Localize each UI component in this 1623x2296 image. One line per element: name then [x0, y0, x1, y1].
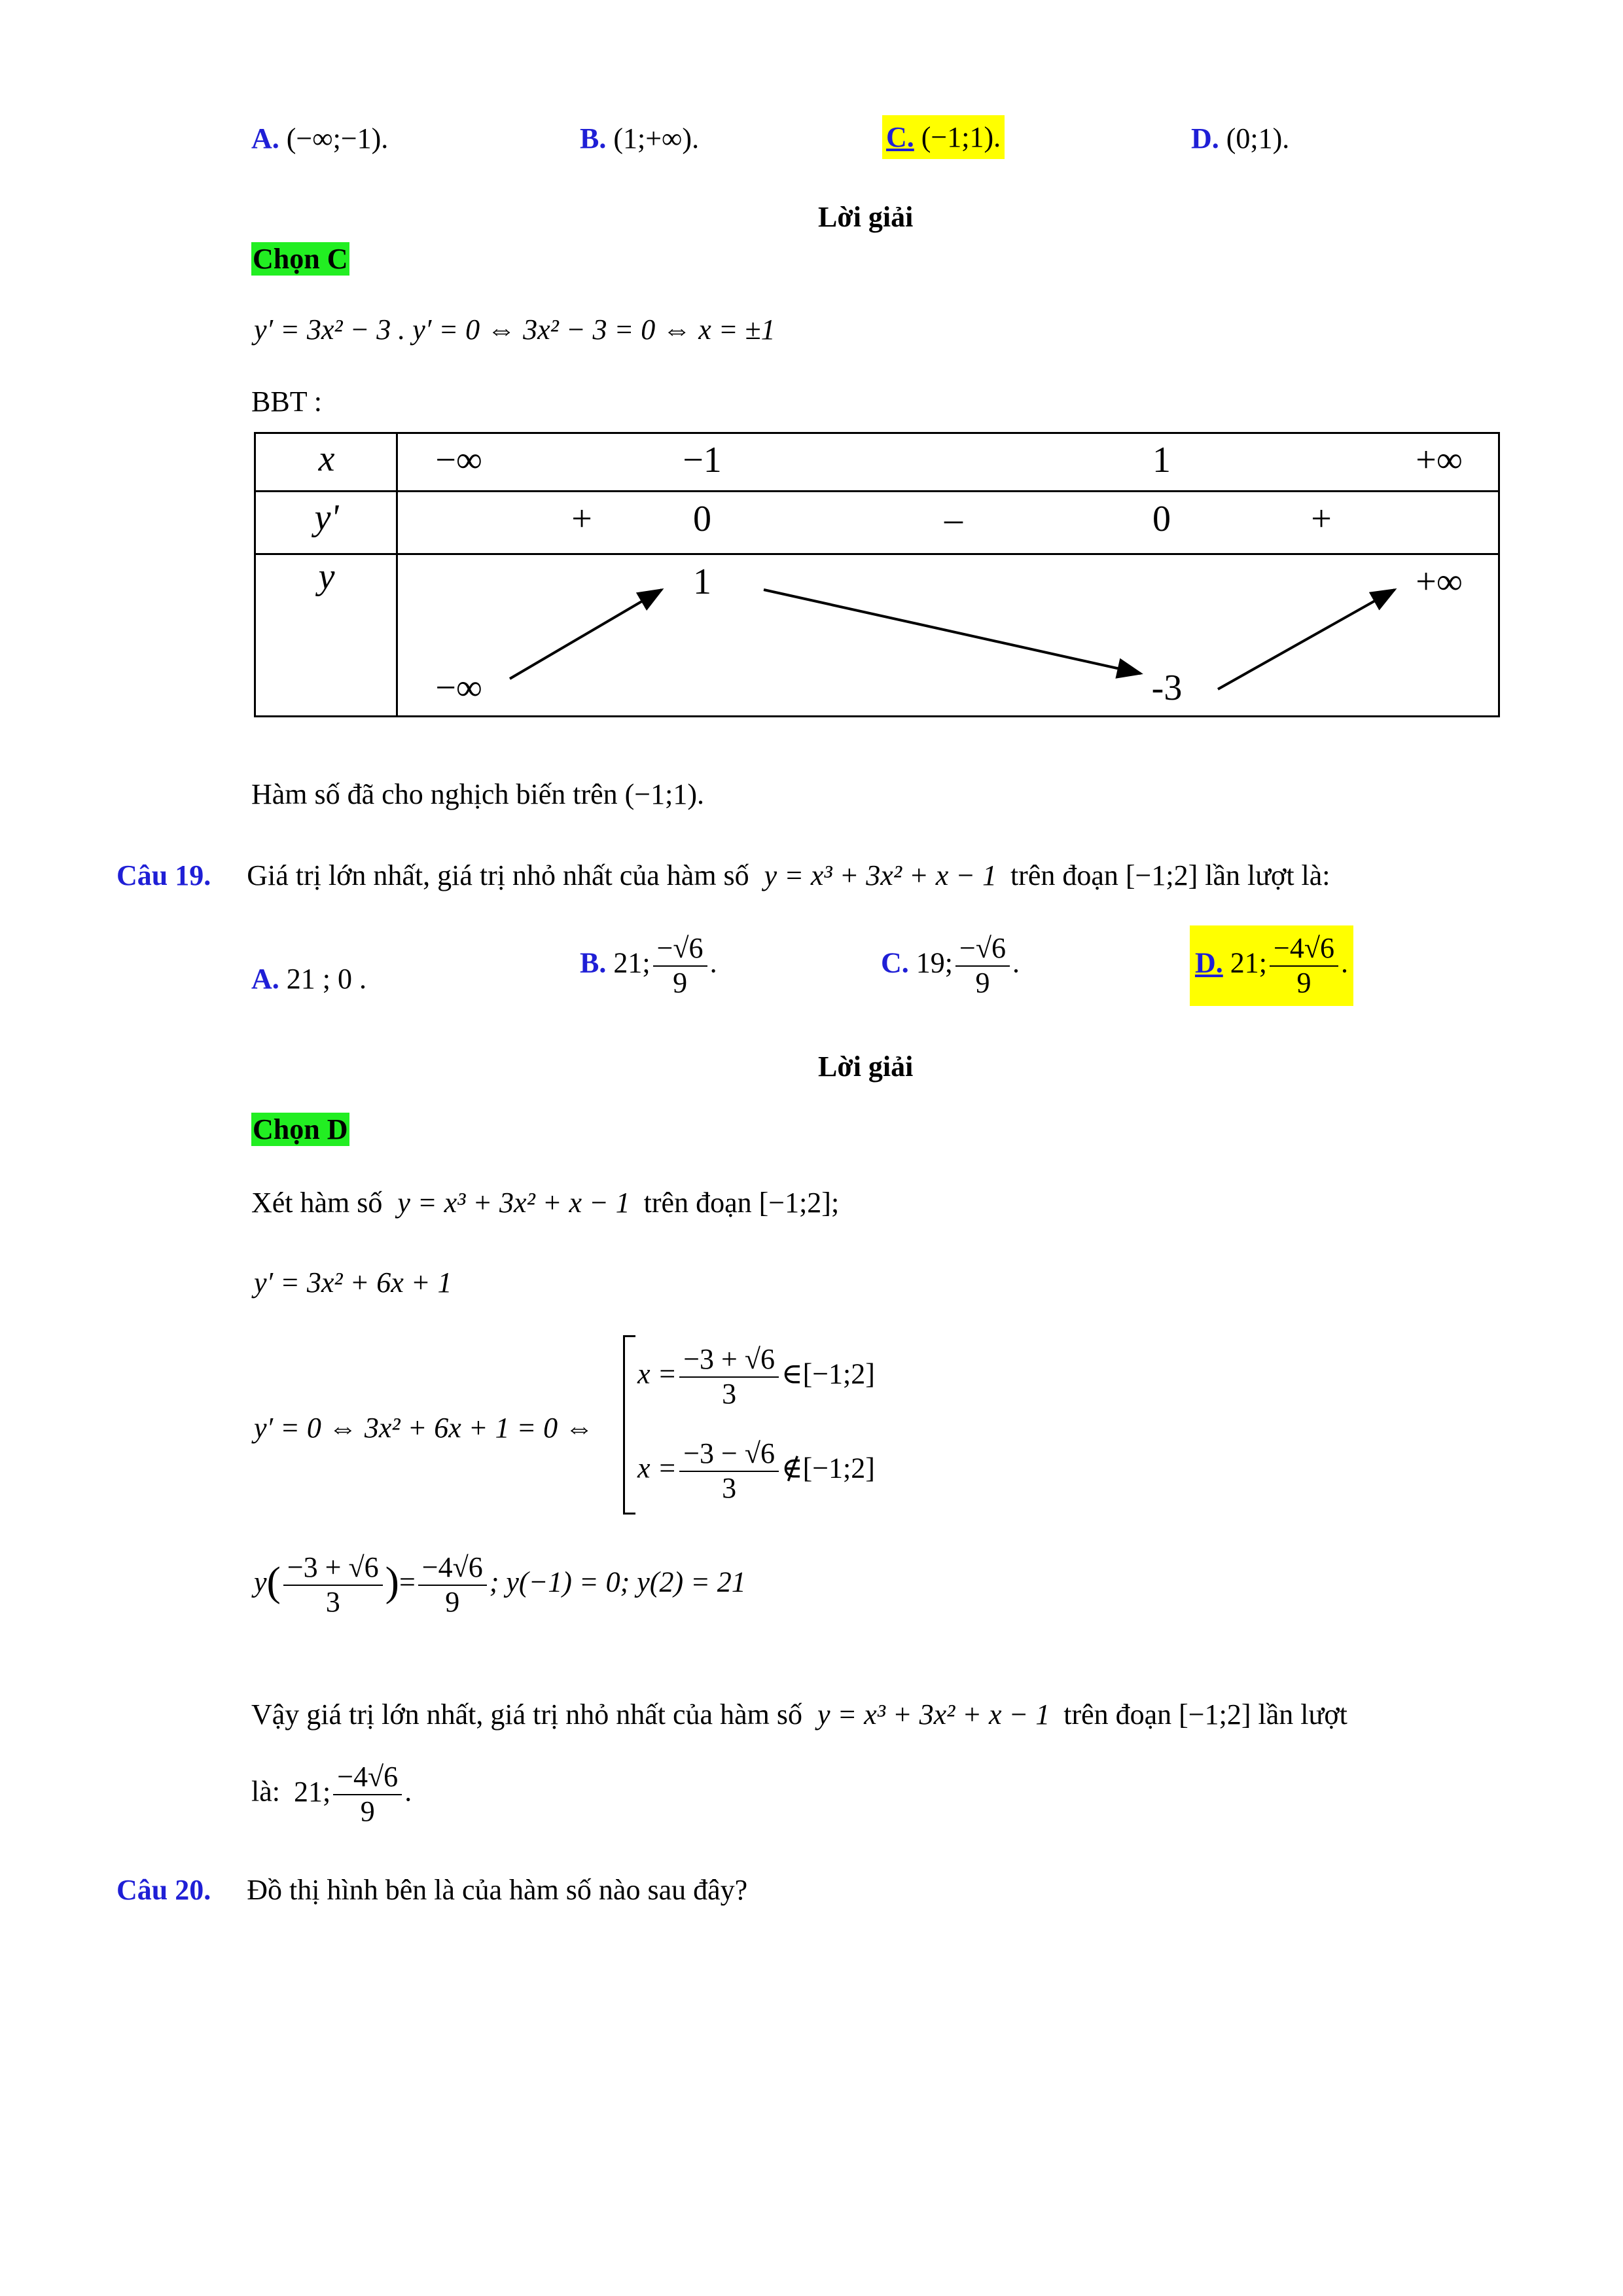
fraction-numerator: −4√6	[333, 1761, 402, 1795]
yprime-value: 0	[1152, 499, 1171, 539]
fraction-numerator: −3 + √6	[283, 1551, 383, 1586]
q19-question	[116, 859, 1330, 892]
row-label-x: x	[318, 439, 335, 479]
q20-question	[116, 1873, 747, 1907]
final-text: lần lượt	[1258, 1698, 1347, 1731]
q19-values-line: y( $\frac{-3 + √6}{3}$ )= $\frac{-4√6}{9}$ ; y(−1) = 0; y(2) = 21	[254, 1551, 746, 1618]
option-letter: D.	[1195, 946, 1223, 979]
conclusion-text: Hàm số đã cho nghịch biến trên	[251, 778, 618, 810]
option-text: (1;+∞).	[613, 122, 700, 154]
function-expression: y = x³ + 3x² + x − 1	[764, 859, 997, 891]
option-letter: B.	[580, 122, 607, 154]
option-text: 21 ; 0 .	[286, 963, 367, 995]
yprime-value: +	[571, 499, 592, 539]
interval: [−1;2]	[1179, 1698, 1251, 1731]
y-value: −∞	[435, 668, 482, 708]
row-label-yprime: y'	[314, 497, 339, 538]
final-text: Vậy giá trị lớn nhất, giá trị nhỏ nhất của hàm số	[251, 1698, 802, 1731]
option-text: (0;1).	[1226, 122, 1290, 154]
q19-solution-title: Lời giải	[818, 1050, 914, 1083]
option-letter: A.	[251, 963, 279, 995]
q19-equation-lhs: y′ = 0 ⇔ 3x² + 6x + 1 = 0 ⇔	[254, 1412, 594, 1444]
root-2: x = $\frac{-3 - √6}{3}$ ∉[−1;2]	[637, 1437, 875, 1504]
q19-option-d-correct[interactable]: D. 21; $\frac{-4√6}{9}$ .	[1190, 925, 1353, 1006]
question-text: Đồ thị hình bên là của hàm số nào sau đây?	[247, 1874, 748, 1906]
option-letter: D.	[1191, 122, 1219, 154]
q19-choice: Chọn D	[253, 1113, 348, 1145]
fraction-denominator: 9	[360, 1795, 375, 1827]
root-1: x = $\frac{-3 + √6}{3}$ ∈[−1;2]	[637, 1343, 875, 1410]
fraction-denominator: 9	[445, 1585, 460, 1618]
question-text: trên đoạn	[1010, 859, 1118, 891]
question-label: Câu 20.	[116, 1874, 211, 1906]
final-text: là:	[251, 1775, 280, 1808]
consider-text: trên đoạn	[643, 1187, 752, 1219]
fraction-numerator: −4√6	[1270, 932, 1338, 967]
increasing-arrow	[1218, 590, 1395, 689]
q18-conclusion	[251, 778, 704, 811]
option-letter: A.	[251, 122, 279, 154]
x-value: −1	[683, 440, 722, 480]
interval: [−1;2]	[758, 1187, 831, 1219]
fraction-numerator: −√6	[653, 932, 707, 967]
q18-derivative-line: y′ = 3x² − 3 . y′ = 0 ⇔ 3x² − 3 = 0 ⇔ x = ±1	[254, 314, 776, 346]
fraction-denominator: 3	[722, 1377, 737, 1410]
membership-symbol: ∉	[781, 1452, 803, 1484]
q19-option-a[interactable]	[251, 962, 366, 996]
row-label-y: y	[318, 556, 335, 597]
function-expression: y = x³ + 3x² + x − 1	[817, 1698, 1050, 1731]
option-prefix: 21;	[1230, 946, 1268, 979]
q18-solution-title: Lời giải	[818, 201, 914, 233]
fraction-denominator: 9	[1296, 966, 1311, 999]
system-bracket	[623, 1335, 635, 1515]
yprime-value: +	[1311, 499, 1332, 539]
yprime-value: 0	[693, 499, 711, 539]
q19-option-c[interactable]: C. 19; $\frac{-√6}{9}$ .	[881, 932, 1020, 999]
equals: =	[399, 1566, 416, 1598]
option-text: (−∞;−1).	[286, 122, 389, 154]
option-letter: C.	[886, 121, 914, 153]
variation-arrows	[256, 434, 1502, 719]
q18-choice: Chọn C	[253, 243, 348, 275]
q19-final-line	[251, 1698, 1347, 1731]
fraction-numerator: −√6	[955, 932, 1010, 967]
final-text: trên đoạn	[1063, 1698, 1172, 1731]
answer-prefix: 21;	[293, 1775, 331, 1808]
question-text: Giá trị lớn nhất, giá trị nhỏ nhất của hàm số	[247, 859, 749, 891]
consider-text: Xét hàm số	[251, 1187, 383, 1219]
fraction-numerator: −3 − √6	[679, 1437, 779, 1472]
values-tail: ; y(−1) = 0; y(2) = 21	[489, 1566, 746, 1598]
option-prefix: 19;	[916, 946, 954, 979]
option-letter: B.	[580, 946, 607, 979]
q18-option-a[interactable]	[251, 122, 388, 155]
y-value: 1	[693, 562, 711, 602]
q18-option-c-correct[interactable]	[882, 115, 1005, 159]
interval: [−1;2]	[802, 1357, 875, 1390]
fraction-denominator: 9	[673, 966, 688, 999]
x-value: +∞	[1416, 440, 1463, 480]
question-text: lần lượt là:	[1205, 859, 1330, 891]
fraction-numerator: −3 + √6	[679, 1343, 779, 1378]
option-letter: C.	[881, 946, 909, 979]
x-value: 1	[1152, 440, 1171, 480]
q19-final-answer: là: 21; $\frac{-4√6}{9}$ .	[251, 1761, 412, 1827]
q18-bbt-label: BBT :	[251, 386, 323, 418]
yprime-value: –	[944, 499, 963, 539]
q19-derivative: y′ = 3x² + 6x + 1	[254, 1266, 452, 1299]
function-expression: y = x³ + 3x² + x − 1	[397, 1187, 630, 1219]
x-value: −∞	[435, 440, 482, 480]
interval: [−1;2]	[802, 1452, 875, 1484]
q18-option-d[interactable]	[1191, 122, 1289, 155]
decreasing-arrow	[764, 590, 1141, 673]
fraction-denominator: 9	[975, 966, 990, 999]
fraction-numerator: −4√6	[418, 1551, 487, 1586]
y-value: +∞	[1416, 562, 1463, 602]
increasing-arrow	[510, 590, 662, 679]
option-text: (−1;1).	[921, 121, 1001, 153]
fraction-denominator: 3	[722, 1471, 737, 1504]
fraction-denominator: 3	[325, 1585, 340, 1618]
interval: [−1;2]	[1125, 859, 1198, 891]
option-prefix: 21;	[613, 946, 651, 979]
membership-symbol: ∈	[781, 1357, 803, 1390]
question-label: Câu 19.	[116, 859, 211, 891]
q18-option-b[interactable]	[580, 122, 699, 155]
q19-consider-line: Xét hàm số y = x³ + 3x² + x − 1 trên đoạn [−1;2];	[251, 1187, 840, 1219]
y-value: -3	[1151, 668, 1183, 708]
conclusion-interval: (−1;1).	[624, 778, 704, 810]
q19-option-b[interactable]: B. 21; $\frac{-√6}{9}$ .	[580, 932, 717, 999]
variation-table	[254, 432, 1500, 717]
